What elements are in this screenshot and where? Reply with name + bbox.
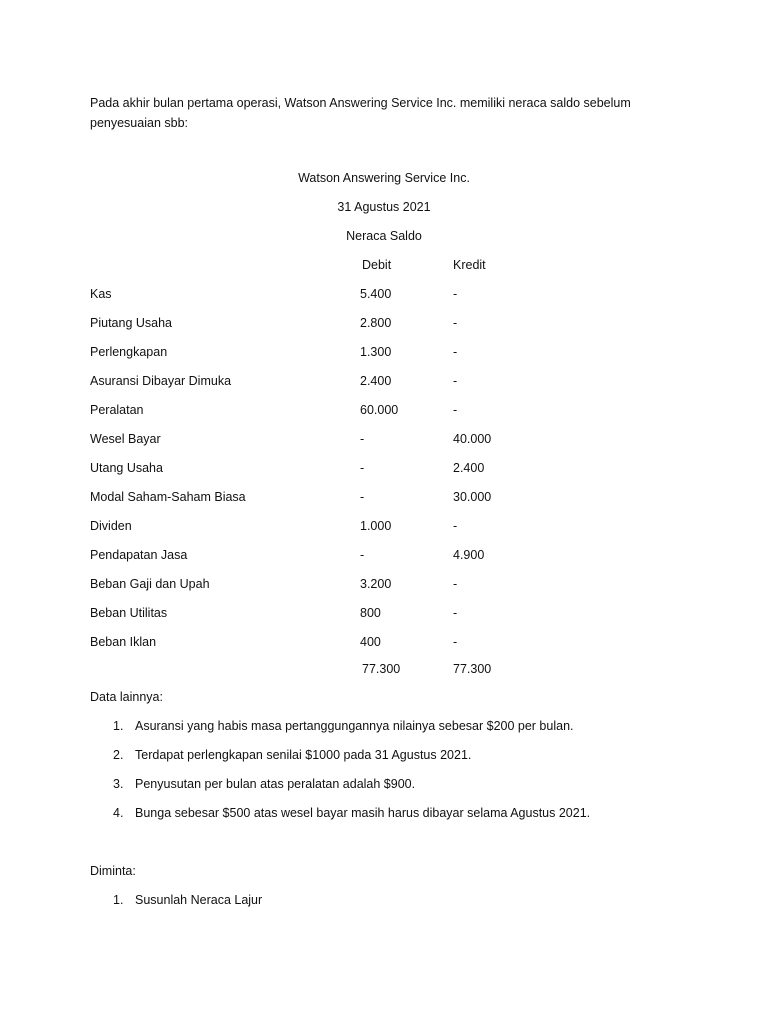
table-row: [0, 490, 768, 519]
list-text: Susunlah Neraca Lajur: [135, 893, 263, 907]
list-number: 4.: [113, 806, 124, 820]
debit-total: 77.300: [362, 662, 401, 676]
debit-column-header: Debit: [362, 258, 392, 272]
table-row: [0, 345, 768, 374]
table-row: [0, 432, 768, 461]
account-name: Asuransi Dibayar Dimuka: [90, 374, 232, 388]
kredit-value: -: [453, 316, 458, 330]
list-number: 2.: [113, 748, 124, 762]
kredit-value: -: [453, 345, 458, 359]
debit-value: 400: [360, 635, 381, 649]
kredit-value: -: [453, 403, 458, 417]
list-text: Bunga sebesar $500 atas wesel bayar masih harus dibayar selama Agustus 2021.: [135, 806, 591, 820]
debit-value: 5.400: [360, 287, 392, 301]
debit-value: 1.000: [360, 519, 392, 533]
list-item: [0, 777, 768, 806]
kredit-value: -: [453, 374, 458, 388]
account-name: Utang Usaha: [90, 461, 163, 475]
list-number: 3.: [113, 777, 124, 791]
account-name: Dividen: [90, 519, 132, 533]
kredit-value: -: [453, 519, 458, 533]
account-name: Beban Gaji dan Upah: [90, 577, 210, 591]
list-text: Terdapat perlengkapan senilai $1000 pada 31 Agustus 2021.: [135, 748, 472, 762]
kredit-total: 77.300: [453, 662, 492, 676]
list-item: [0, 719, 768, 748]
requested-heading: Diminta:: [90, 864, 136, 878]
totals-row: [0, 662, 768, 682]
list-item: [0, 893, 768, 922]
statement-title: Neraca Saldo: [346, 229, 422, 243]
kredit-value: 4.900: [453, 548, 485, 562]
table-row: [0, 316, 768, 345]
debit-value: 60.000: [360, 403, 399, 417]
debit-value: 800: [360, 606, 381, 620]
other-data-list: [0, 719, 768, 835]
debit-value: 1.300: [360, 345, 392, 359]
debit-value: -: [360, 490, 365, 504]
company-name: Watson Answering Service Inc.: [298, 171, 470, 185]
list-number: 1.: [113, 893, 124, 907]
table-row: [0, 548, 768, 577]
debit-value: -: [360, 548, 365, 562]
account-name: Pendapatan Jasa: [90, 548, 188, 562]
list-text: Asuransi yang habis masa pertanggungannya nilainya sebesar $200 per bulan.: [135, 719, 574, 733]
account-name: Perlengkapan: [90, 345, 168, 359]
debit-value: 2.800: [360, 316, 392, 330]
kredit-value: -: [453, 287, 458, 301]
account-name: Peralatan: [90, 403, 144, 417]
debit-value: 3.200: [360, 577, 392, 591]
table-row: [0, 287, 768, 316]
account-name: Kas: [90, 287, 112, 301]
table-row: [0, 461, 768, 490]
account-name: Wesel Bayar: [90, 432, 161, 446]
account-name: Beban Iklan: [90, 635, 157, 649]
kredit-value: -: [453, 635, 458, 649]
table-row: [0, 577, 768, 606]
debit-value: 2.400: [360, 374, 392, 388]
account-name: Beban Utilitas: [90, 606, 168, 620]
debit-value: -: [360, 461, 365, 475]
table-row: [0, 635, 768, 664]
kredit-column-header: Kredit: [453, 258, 486, 272]
trial-balance-table: [0, 287, 768, 664]
kredit-value: 2.400: [453, 461, 485, 475]
list-number: 1.: [113, 719, 124, 733]
table-row: [0, 374, 768, 403]
statement-date: 31 Agustus 2021: [337, 200, 431, 214]
kredit-value: 40.000: [453, 432, 492, 446]
table-row: [0, 606, 768, 635]
intro-paragraph: Pada akhir bulan pertama operasi, Watson Answering Service Inc. memiliki neraca saldo sebelum penyesuaian sbb:: [90, 96, 631, 130]
other-data-heading: Data lainnya:: [90, 690, 163, 704]
account-name: Modal Saham-Saham Biasa: [90, 490, 246, 504]
requested-list: [0, 893, 768, 922]
table-row: [0, 519, 768, 548]
kredit-value: -: [453, 606, 458, 620]
kredit-value: 30.000: [453, 490, 492, 504]
list-item: [0, 748, 768, 777]
table-row: [0, 403, 768, 432]
debit-value: -: [360, 432, 365, 446]
list-text: Penyusutan per bulan atas peralatan adalah $900.: [135, 777, 416, 791]
kredit-value: -: [453, 577, 458, 591]
account-name: Piutang Usaha: [90, 316, 173, 330]
list-item: [0, 806, 768, 835]
